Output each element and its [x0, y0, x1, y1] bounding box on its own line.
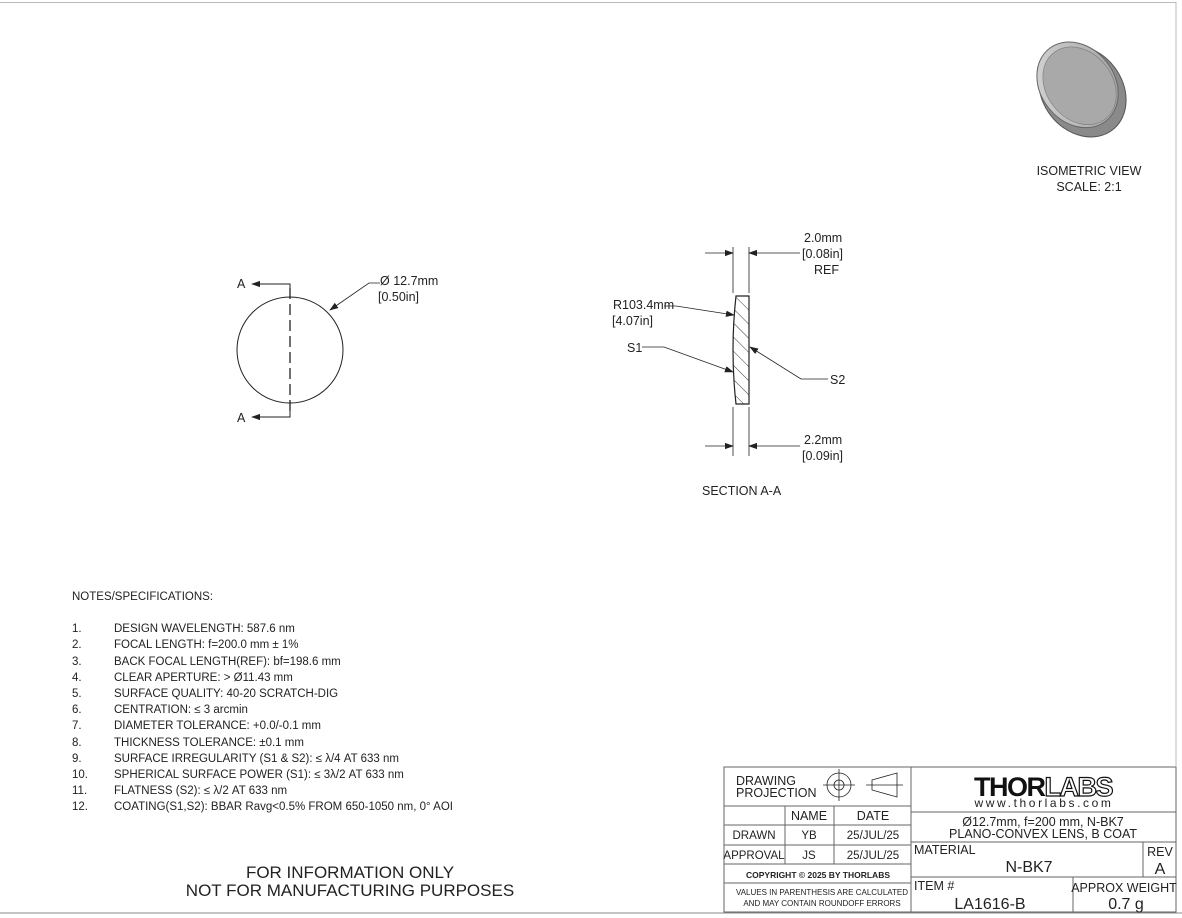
- front-view: [237, 274, 438, 425]
- note-number: 8.: [72, 736, 82, 749]
- s2-label: S2: [830, 373, 846, 387]
- weight-label: APPROX WEIGHT: [1071, 881, 1177, 895]
- note-item: [72, 670, 672, 686]
- note-item: [72, 654, 672, 670]
- note-item: [72, 751, 672, 767]
- material-value: N-BK7: [1005, 859, 1053, 876]
- note-number: 2.: [72, 639, 82, 652]
- note-number: 5.: [72, 688, 82, 701]
- note-number: 3.: [72, 655, 82, 668]
- note-text: CENTRATION: ≤ 3 arcmin: [114, 704, 248, 717]
- note-text: BACK FOCAL LENGTH(REF): bf=198.6 mm: [114, 655, 341, 668]
- notes-list: [72, 621, 672, 815]
- note-item: [72, 783, 672, 799]
- approval-name: JS: [802, 850, 816, 862]
- note-text: FOCAL LENGTH: f=200.0 mm ± 1%: [114, 639, 299, 652]
- copyright-text: COPYRIGHT © 2025 BY THORLABS: [745, 870, 891, 880]
- note-item: [72, 718, 672, 734]
- note-text: DESIGN WAVELENGTH: 587.6 nm: [114, 623, 295, 636]
- note-text: SPHERICAL SURFACE POWER (S1): ≤ 3λ/2 AT 633 nm: [114, 769, 404, 782]
- note-number: 12.: [72, 801, 88, 814]
- col-name-header: NAME: [790, 809, 828, 823]
- note-item: [72, 767, 672, 783]
- material-label: MATERIAL: [914, 843, 976, 857]
- section-label-bottom: A: [237, 411, 246, 425]
- note-item: [72, 637, 672, 653]
- note-text: THICKNESS TOLERANCE: ±0.1 mm: [114, 736, 304, 749]
- thickness-bottom-in: [0.09in]: [802, 449, 844, 463]
- isometric-view: [1018, 24, 1144, 194]
- section-arrow-top: [252, 284, 290, 296]
- note-number: 7.: [72, 720, 82, 733]
- item-label: ITEM #: [914, 879, 955, 893]
- thickness-bottom-mm: 2.2mm: [804, 433, 843, 447]
- disclaimer-line-2: NOT FOR MANUFACTURING PURPOSES: [185, 881, 515, 900]
- s1-leader: [642, 347, 733, 372]
- s2-leader: [750, 347, 828, 379]
- values-note-1: VALUES IN PARENTHESIS ARE CALCULATED: [735, 888, 909, 897]
- third-angle-projection-icon: [823, 769, 903, 801]
- radius-leader: [664, 306, 734, 315]
- note-number: 1.: [72, 623, 82, 636]
- radius-mm-label: R103.4mm: [613, 298, 675, 312]
- drawn-label: DRAWN: [732, 830, 776, 842]
- radius-in-label: [4.07in]: [612, 314, 654, 328]
- description-line-2: PLANO-CONVEX LENS, B COAT: [948, 827, 1138, 841]
- note-text: DIAMETER TOLERANCE: +0.0/-0.1 mm: [114, 720, 321, 733]
- disclaimer-line-1: FOR INFORMATION ONLY: [245, 863, 455, 882]
- note-item: [72, 799, 672, 815]
- drawn-date: 25/JUL/25: [846, 830, 900, 842]
- note-number: 11.: [72, 785, 88, 798]
- note-number: 9.: [72, 752, 82, 765]
- projection-label-2: PROJECTION: [736, 786, 817, 800]
- isometric-title: ISOMETRIC VIEW: [1036, 164, 1142, 178]
- note-item: [72, 621, 672, 637]
- description-line-1: Ø12.7mm, f=200 mm, N-BK7: [962, 815, 1124, 829]
- note-text: SURFACE IRREGULARITY (S1 & S2): ≤ λ/4 AT 633 nm: [114, 752, 399, 765]
- note-number: 4.: [72, 671, 82, 684]
- note-text: COATING(S1,S2): BBAR Ravg<0.5% FROM 650-1050 nm, 0° AOI: [114, 801, 453, 814]
- section-title: SECTION A-A: [702, 484, 782, 498]
- notes-specifications: [72, 589, 672, 816]
- values-note-2: AND MAY CONTAIN ROUNDOFF ERRORS: [743, 899, 901, 908]
- section-label-top: A: [237, 277, 246, 291]
- item-value: LA1616-B: [954, 896, 1026, 913]
- note-item: [72, 686, 672, 702]
- lens-section-body: [733, 296, 749, 404]
- note-number: 10.: [72, 769, 88, 782]
- note-text: CLEAR APERTURE: > Ø11.43 mm: [114, 671, 293, 684]
- note-item: [72, 735, 672, 751]
- note-text: SURFACE QUALITY: 40-20 SCRATCH-DIG: [114, 688, 339, 701]
- projection-label-1: DRAWING: [736, 774, 796, 788]
- title-block: [723, 767, 1177, 913]
- section-view: [612, 231, 845, 498]
- svg-text:THORLABS: THORLABS: [974, 772, 1112, 802]
- weight-value: 0.7 g: [1108, 896, 1144, 913]
- diameter-in-label: [0.50in]: [378, 290, 420, 304]
- note-number: 6.: [72, 704, 82, 717]
- s1-label: S1: [627, 341, 643, 355]
- notes-header: NOTES/SPECIFICATIONS:: [72, 591, 213, 603]
- diameter-leader: [330, 283, 380, 310]
- thickness-top-in: [0.08in]: [802, 247, 844, 261]
- approval-label: APPROVAL: [723, 850, 785, 862]
- rev-label: REV: [1147, 845, 1173, 859]
- approval-date: 25/JUL/25: [846, 850, 900, 862]
- section-arrow-bottom: [252, 404, 290, 417]
- thickness-top-ref: REF: [814, 263, 839, 277]
- isometric-scale: SCALE: 2:1: [1056, 180, 1122, 194]
- disclaimer: [160, 864, 540, 900]
- col-date-header: DATE: [856, 809, 890, 823]
- rev-value: A: [1154, 861, 1166, 878]
- thickness-top-mm: 2.0mm: [804, 231, 843, 245]
- note-text: FLATNESS (S2): ≤ λ/2 AT 633 nm: [114, 785, 288, 798]
- website-text: www.thorlabs.com: [974, 796, 1114, 810]
- drawn-name: YB: [801, 830, 817, 842]
- diameter-mm-label: Ø 12.7mm: [380, 274, 439, 288]
- note-item: [72, 702, 672, 718]
